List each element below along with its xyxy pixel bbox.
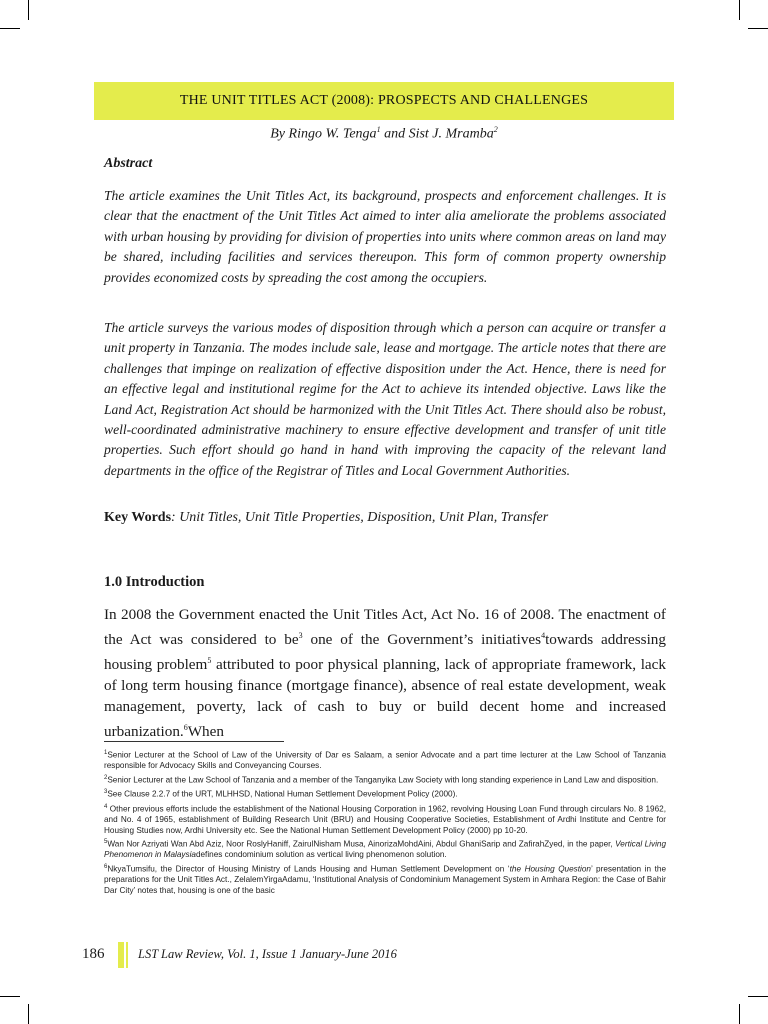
footnote-mark: 5 (104, 839, 108, 846)
footnote-mark: 2 (104, 774, 108, 781)
footnote (104, 748, 666, 772)
footnote-text: Wan Nor Azriyati Wan Abd Aziz, Noor RoslyHaniff, ZairulNisham Musa, AinorizaMohdAini, Abdul GhaniSarip and ZafirahZyed, in the paper, (107, 839, 616, 849)
authors-and: and Sist J. Mramba (380, 126, 494, 142)
article-title: THE UNIT TITLES ACT (2008): PROSPECTS AND CHALLENGES (179, 93, 589, 108)
footnote-ref[interactable]: 6 (183, 723, 188, 733)
footnote-text: Other previous efforts include the establishment of the National Housing Corporation in 1962, revolving Housing Loan Fund through circulars No. 8 1962, and No. 4 of 1965, establishment of Building Research Unit (BRU) and Housing Cooperative Societies, Establishment of Ardhi Institute and Centre for Housing Studies now, Ardhi University etc. See the National Human Settlement Development Policy (2000) pp 10-20. (104, 804, 666, 835)
intro-text: one of the Government’s initiatives (302, 631, 542, 649)
journal-citation: LST Law Review, Vol. 1, Issue 1 January-June 2016 (138, 947, 397, 961)
footnote-mark: 1 (104, 750, 108, 756)
footnote-ref[interactable]: 5 (207, 656, 212, 666)
crop-mark (28, 0, 29, 20)
footnote-text: NkyaTumsifu, the Director of Housing Ministry of Lands Housing and Human Settlement Development on ‘ (107, 864, 510, 874)
crop-mark (739, 1004, 740, 1024)
footnote-mark: 3 (104, 789, 108, 796)
introduction-paragraph (104, 604, 666, 742)
crop-mark (739, 0, 740, 20)
footnote (104, 837, 666, 861)
footnote-text: Senior Lecturer at the School of Law of the University of Dar es Salaam, a senior Advocate and a part time lecturer at the Law School of Tanzania responsible for Advocacy Skills and Conveyancing Courses. (104, 750, 666, 771)
intro-text: When (187, 723, 224, 741)
page-number: 186 (82, 946, 105, 962)
abstract-paragraph: The article examines the Unit Titles Act, its background, prospects and enforcement challenges. It is clear that the enactment of the Unit Titles Act aimed to inter alia ameliorate the problems associated with urban housing by providing for division of properties into units where common areas on land may be shared, including facilities and services thereupon. This form of common property ownership provides economized costs by spreading the cost among the occupiers. (104, 188, 666, 285)
footnotes (104, 748, 666, 898)
footnote-text: defines condominium solution as vertical living phenomenon solution. (195, 850, 447, 860)
authors-prefix: By Ringo W. Tenga (270, 126, 377, 142)
footnote-text: See Clause 2.2.7 of the URT, MLHHSD, National Human Settlement Development Policy (2000). (107, 789, 458, 799)
keywords-label: Key Words (104, 510, 172, 525)
footnote-text: Vertical Living Phenomenon in Malaysia (104, 839, 666, 860)
crop-mark (748, 996, 768, 997)
intro-text: In 2008 the Government enacted the Unit Titles Act, Act No. 16 of 2008. The enactment of the Act was considered to be (104, 606, 666, 649)
intro-text: attributed to poor physical planning, lack of appropriate framework, lack of long term housing finance (mortgage finance), absence of real estate development, weak management, poverty, lack of cash to buy or build decent home and increased urbanization. (104, 656, 666, 741)
author-line (94, 125, 674, 143)
footer-accent-bar (126, 942, 128, 968)
footnote-divider (104, 741, 284, 742)
crop-mark (0, 996, 20, 997)
footnote-ref[interactable]: 1 (376, 125, 381, 134)
keywords (104, 510, 666, 526)
footnote (104, 787, 666, 800)
footnote-text: the Housing Question (509, 864, 591, 874)
abstract-heading: Abstract (104, 156, 153, 171)
footnote-mark: 4 (104, 803, 108, 810)
footnote-mark: 6 (104, 864, 108, 871)
intro-text: towards addressing housing problem (104, 631, 666, 674)
footnote (104, 802, 666, 837)
footnote-text: Senior Lecturer at the Law School of Tanzania and a member of the Tanganyika Law Society with long standing experience in Land Law and disposition. (107, 775, 659, 785)
footnote-text: ’ presentation in the preparations for the Unit Titles Act., ZelalemYirgaAdamu, ‘Institutional Analysis of Condominium Management System in Amhara Region: the Case of Bahir Dar City’ notes that, housing is one of the basic (104, 864, 666, 895)
footnote (104, 773, 666, 786)
footnote (104, 862, 666, 897)
crop-mark (0, 28, 20, 29)
section-heading: 1.0 Introduction (104, 574, 205, 590)
footnote-ref[interactable]: 4 (541, 631, 546, 640)
keywords-list: : Unit Titles, Unit Title Properties, Disposition, Unit Plan, Transfer (171, 510, 549, 525)
crop-mark (28, 1004, 29, 1024)
abstract-paragraph: The article surveys the various modes of disposition through which a person can acquire or transfer a unit property in Tanzania. The modes include sale, lease and mortgage. The article notes that there are challenges that impinge on realization of effective disposition under the Act. Hence, there is need for an effective legal and institutional regime for the Act to achieve its intended objective. Laws like the Land Act, Registration Act should be harmonized with the Unit Titles Act. There should also be robust, well-coordinated administrative machinery to ensure effective development and transfer of unit title properties. Such effort should go hand in hand with improving the capacity of the relevant land departments in the office of the Registrar of Titles and Local Government Authorities. (104, 320, 666, 478)
article-title-banner (94, 82, 674, 120)
footnote-ref[interactable]: 3 (298, 631, 303, 640)
footnote-ref[interactable]: 2 (493, 125, 498, 134)
footer-accent-bar (118, 942, 124, 968)
crop-mark (748, 28, 768, 29)
